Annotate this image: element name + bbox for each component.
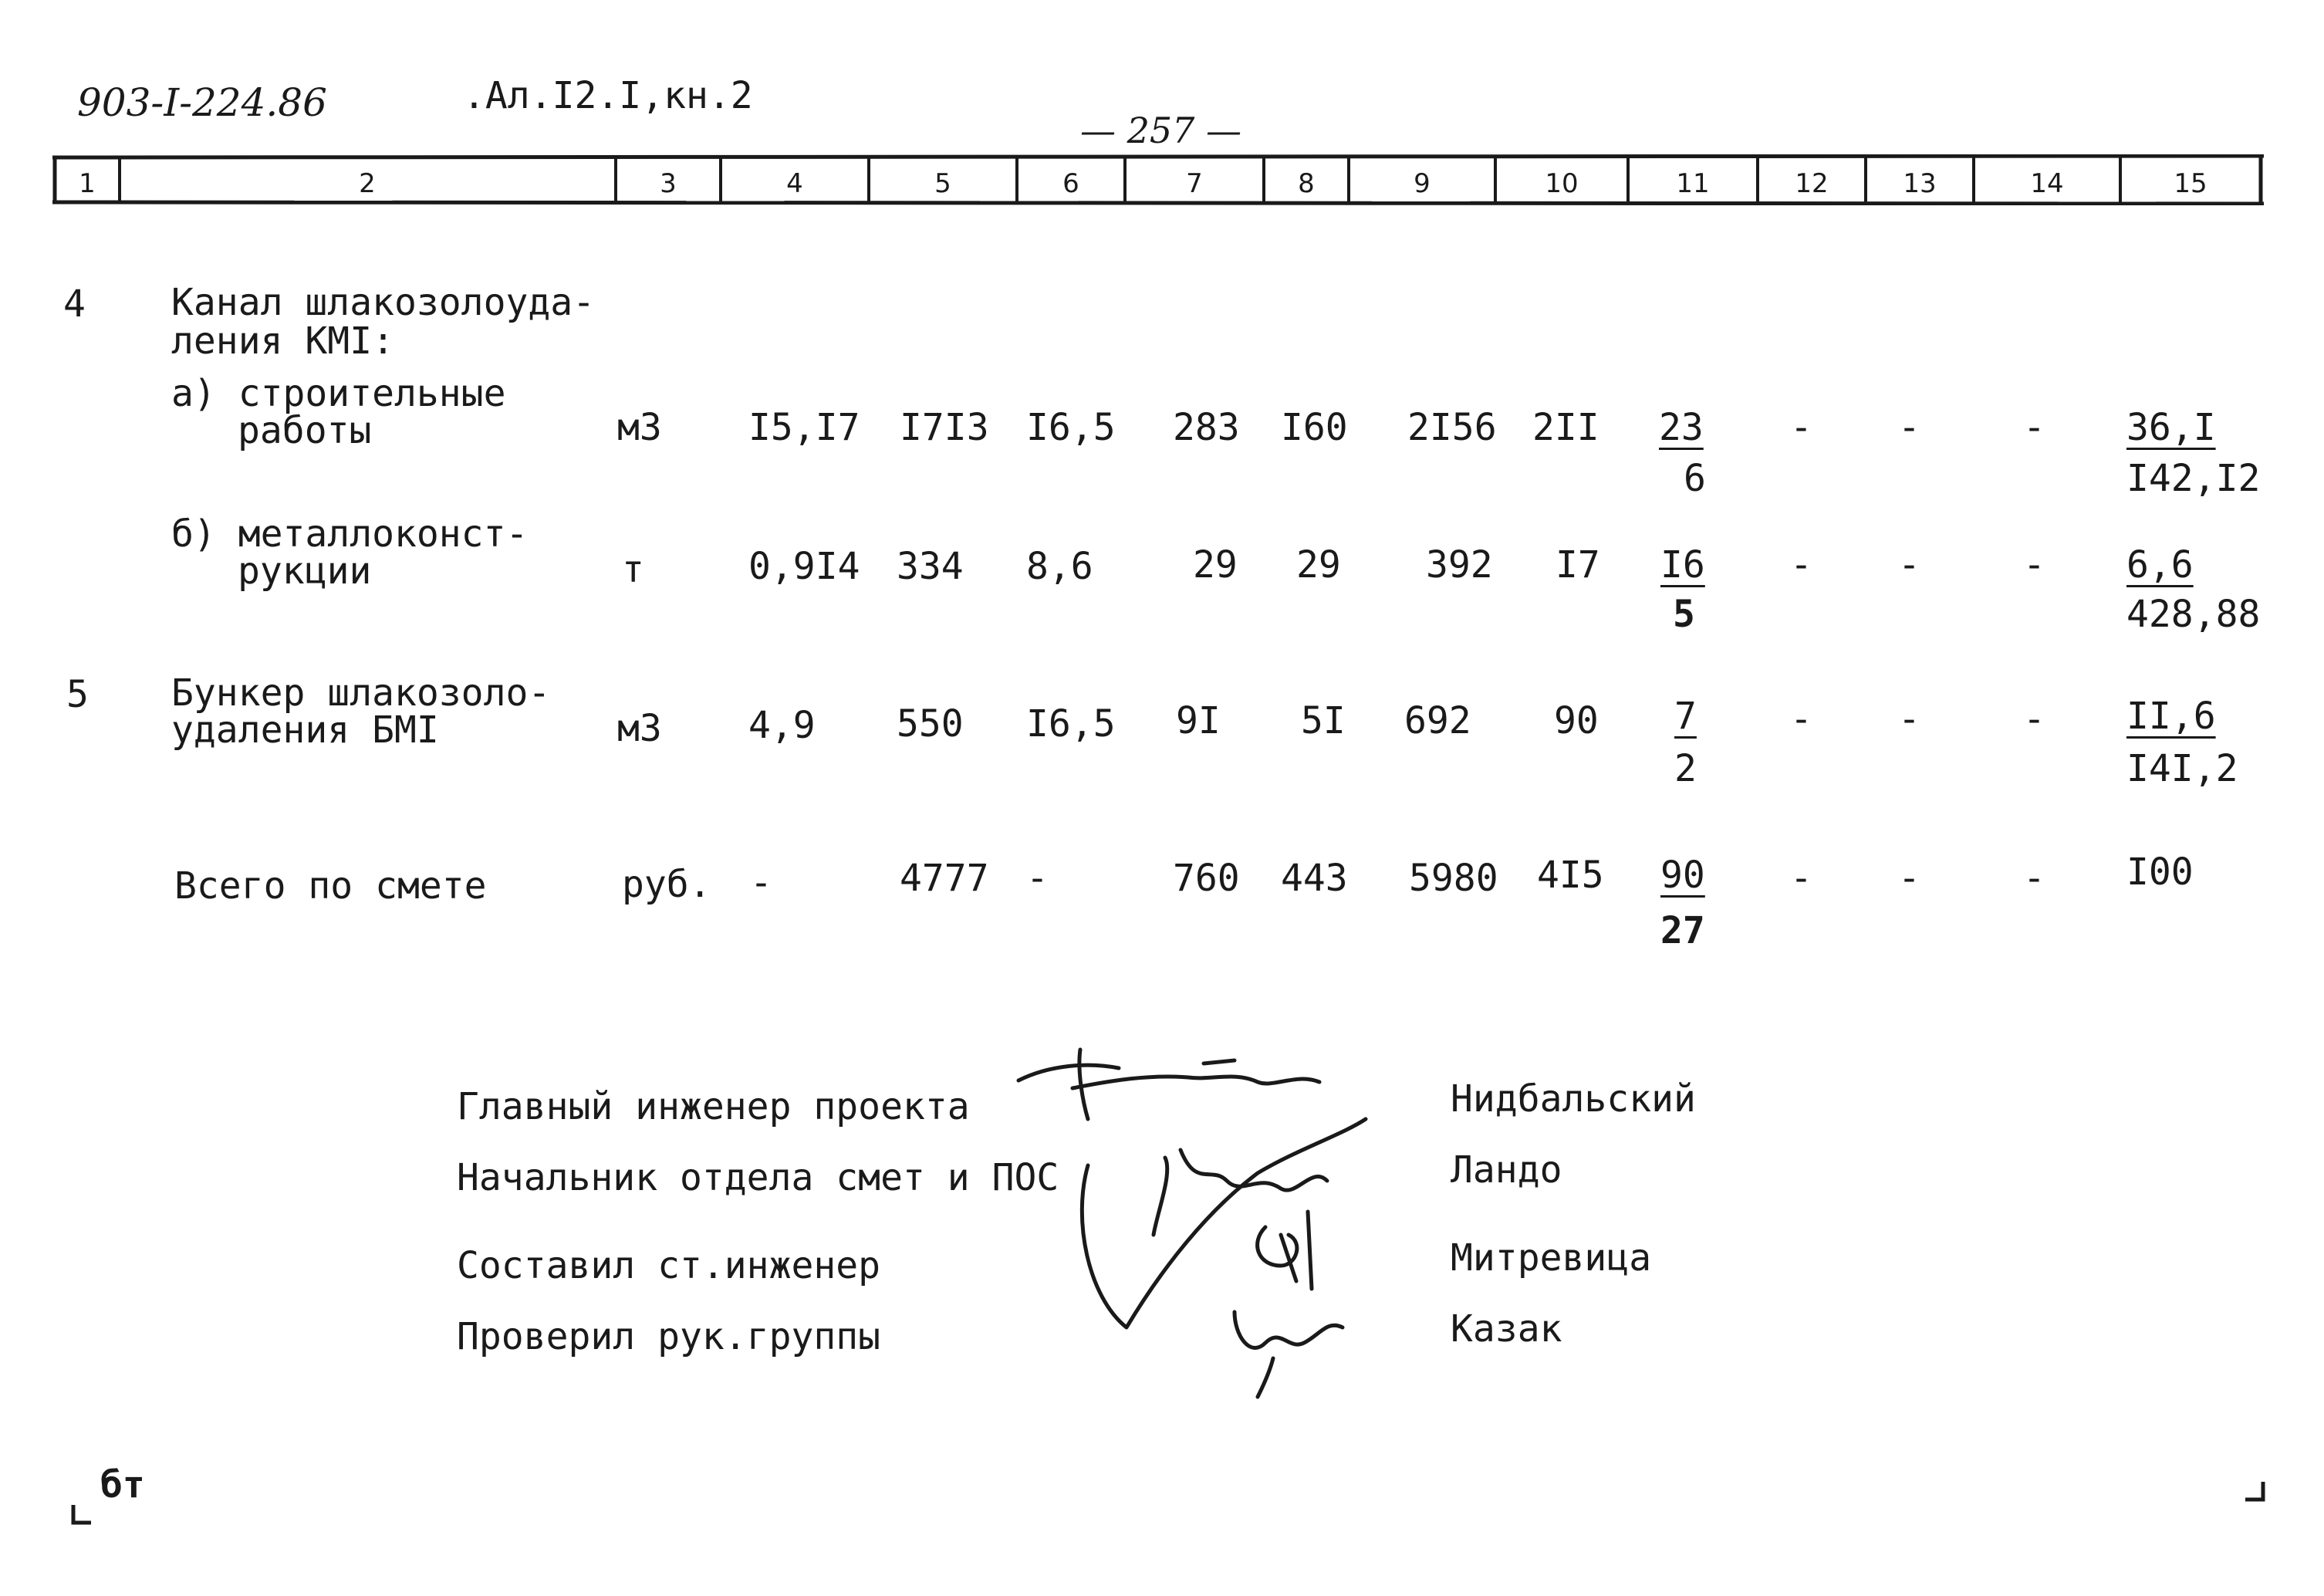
- row-a-col11-top: 23: [1659, 406, 1704, 449]
- row-b-col5: 334: [897, 545, 964, 588]
- total-label: Всего по смете: [174, 864, 487, 908]
- row-a-col15-bottom: I42,I2: [2126, 457, 2261, 500]
- total-col10: 4I5: [1537, 854, 1604, 897]
- row-b-col4: 0,9I4: [748, 545, 860, 588]
- row-a-unit: м3: [617, 406, 662, 449]
- total-col13: -: [1898, 857, 1920, 900]
- row-5-col7: 9I: [1176, 699, 1221, 742]
- row-b-col8: 29: [1296, 543, 1341, 587]
- row-b-name-line1: б) металлоконст-: [171, 512, 529, 556]
- row-5-col13: -: [1898, 698, 1920, 741]
- row-b-col12: -: [1790, 543, 1812, 587]
- row-a-col15-top: 36,I: [2126, 406, 2216, 449]
- total-col6: -: [1026, 857, 1049, 900]
- col-5-header: 5: [934, 168, 951, 199]
- row-5-unit: м3: [617, 707, 662, 750]
- row-5-col10: 90: [1554, 699, 1599, 742]
- total-col15: I00: [2126, 850, 2194, 894]
- signature-name-checker: Казак: [1451, 1307, 1562, 1351]
- row-a-col7: 283: [1173, 406, 1240, 449]
- signature-name-dept-head: Ландо: [1451, 1148, 1562, 1192]
- total-col8: 443: [1281, 857, 1348, 900]
- total-col14: -: [2023, 857, 2045, 900]
- row-b-col15-top: 6,6: [2126, 543, 2194, 587]
- row-b-col9: 392: [1426, 543, 1493, 587]
- row-b-col13: -: [1898, 543, 1920, 587]
- album-reference: .Ал.I2.I,кн.2: [463, 74, 753, 117]
- row-b-col10: I7: [1556, 543, 1600, 587]
- row-4-name-line1: Канал шлакозолоуда-: [171, 281, 596, 324]
- row-5-col11-top: 7: [1674, 695, 1697, 738]
- signature-name-chief-engineer: Нидбальский: [1451, 1077, 1696, 1121]
- row-a-col6: I6,5: [1026, 406, 1116, 449]
- row-a-col5: I7I3: [900, 406, 989, 449]
- total-col12: -: [1790, 857, 1812, 900]
- col-12-header: 12: [1795, 168, 1829, 199]
- row-a-col14: -: [2023, 406, 2045, 449]
- col-3-header: 3: [660, 168, 677, 199]
- row-a-col9: 2I56: [1407, 406, 1497, 449]
- col-15-header: 15: [2174, 168, 2207, 199]
- col-10-header: 10: [1545, 168, 1579, 199]
- row-b-col6: 8,6: [1026, 545, 1093, 588]
- row-a-col13: -: [1898, 406, 1920, 449]
- row-a-col8: I60: [1281, 406, 1348, 449]
- col-7-header: 7: [1186, 168, 1203, 199]
- signature-role-chief-engineer: Главный инженер проекта: [457, 1085, 970, 1128]
- handwritten-signatures: [1003, 1034, 1404, 1405]
- row-5-col11-bottom: 2: [1674, 747, 1697, 790]
- document-code: 903-I-224.86: [77, 80, 327, 125]
- row-b-col15-bottom: 428,88: [2126, 593, 2261, 636]
- col-9-header: 9: [1414, 168, 1431, 199]
- row-a-col4: I5,I7: [748, 406, 860, 449]
- signature-role-compiler: Составил ст.инженер: [457, 1244, 881, 1287]
- col-11-header: 11: [1676, 168, 1710, 199]
- row-5-name-line1: Бункер шлакозоло-: [171, 671, 551, 715]
- total-col11-top: 90: [1660, 854, 1705, 897]
- row-5-col12: -: [1790, 698, 1812, 741]
- total-col9: 5980: [1409, 857, 1498, 900]
- col-6-header: 6: [1062, 168, 1079, 199]
- footer-mark: бт: [100, 1463, 145, 1506]
- row-5-col14: -: [2023, 698, 2045, 741]
- row-a-name-line1: а) строительные: [171, 372, 506, 415]
- total-col4: -: [750, 861, 772, 905]
- col-2-header: 2: [359, 168, 376, 199]
- column-header-row: [52, 154, 2264, 205]
- crop-mark-bottom-left: [71, 1505, 91, 1525]
- row-a-col10: 2II: [1532, 406, 1599, 449]
- signature-role-dept-head: Начальник отдела смет и ПОС: [457, 1156, 1059, 1199]
- total-unit: руб.: [622, 863, 711, 906]
- col-8-header: 8: [1298, 168, 1315, 199]
- col-1-header: 1: [79, 168, 96, 199]
- row-a-name-line2: работы: [238, 409, 372, 452]
- row-5-col15-top: II,6: [2126, 695, 2216, 738]
- row-5-col8: 5I: [1301, 699, 1346, 742]
- col-13-header: 13: [1903, 168, 1937, 199]
- row-5-col6: I6,5: [1026, 702, 1116, 746]
- row-b-name-line2: рукции: [238, 549, 372, 593]
- row-b-col7: 29: [1193, 543, 1238, 587]
- page-number: — 257 —: [1080, 110, 1242, 151]
- row-b-col11-bottom: 5: [1673, 593, 1695, 636]
- crop-mark-bottom-right: [2245, 1482, 2265, 1502]
- total-col5: 4777: [900, 857, 989, 900]
- row-b-col11-top: I6: [1660, 543, 1705, 587]
- col-4-header: 4: [786, 168, 803, 199]
- row-b-col14: -: [2023, 543, 2045, 587]
- row-5-col4: 4,9: [748, 704, 816, 747]
- total-col11-bottom: 27: [1660, 909, 1705, 952]
- row-5-name-line2: удаления БМI: [171, 708, 439, 752]
- total-col7: 760: [1173, 857, 1240, 900]
- signature-role-checker: Проверил рук.группы: [457, 1315, 881, 1358]
- row-4-number: 4: [63, 282, 86, 326]
- row-5-col15-bottom: I4I,2: [2126, 747, 2238, 790]
- signature-name-compiler: Митревица: [1451, 1236, 1652, 1280]
- row-4-name-line2: ления КМI:: [171, 320, 394, 363]
- row-a-col11-bottom: 6: [1684, 457, 1706, 500]
- col-14-header: 14: [2030, 168, 2064, 199]
- row-5-col9: 692: [1404, 699, 1471, 742]
- row-a-col12: -: [1790, 406, 1812, 449]
- row-5-col5: 550: [897, 702, 964, 746]
- row-b-unit: т: [622, 548, 644, 591]
- row-5-number: 5: [66, 673, 89, 716]
